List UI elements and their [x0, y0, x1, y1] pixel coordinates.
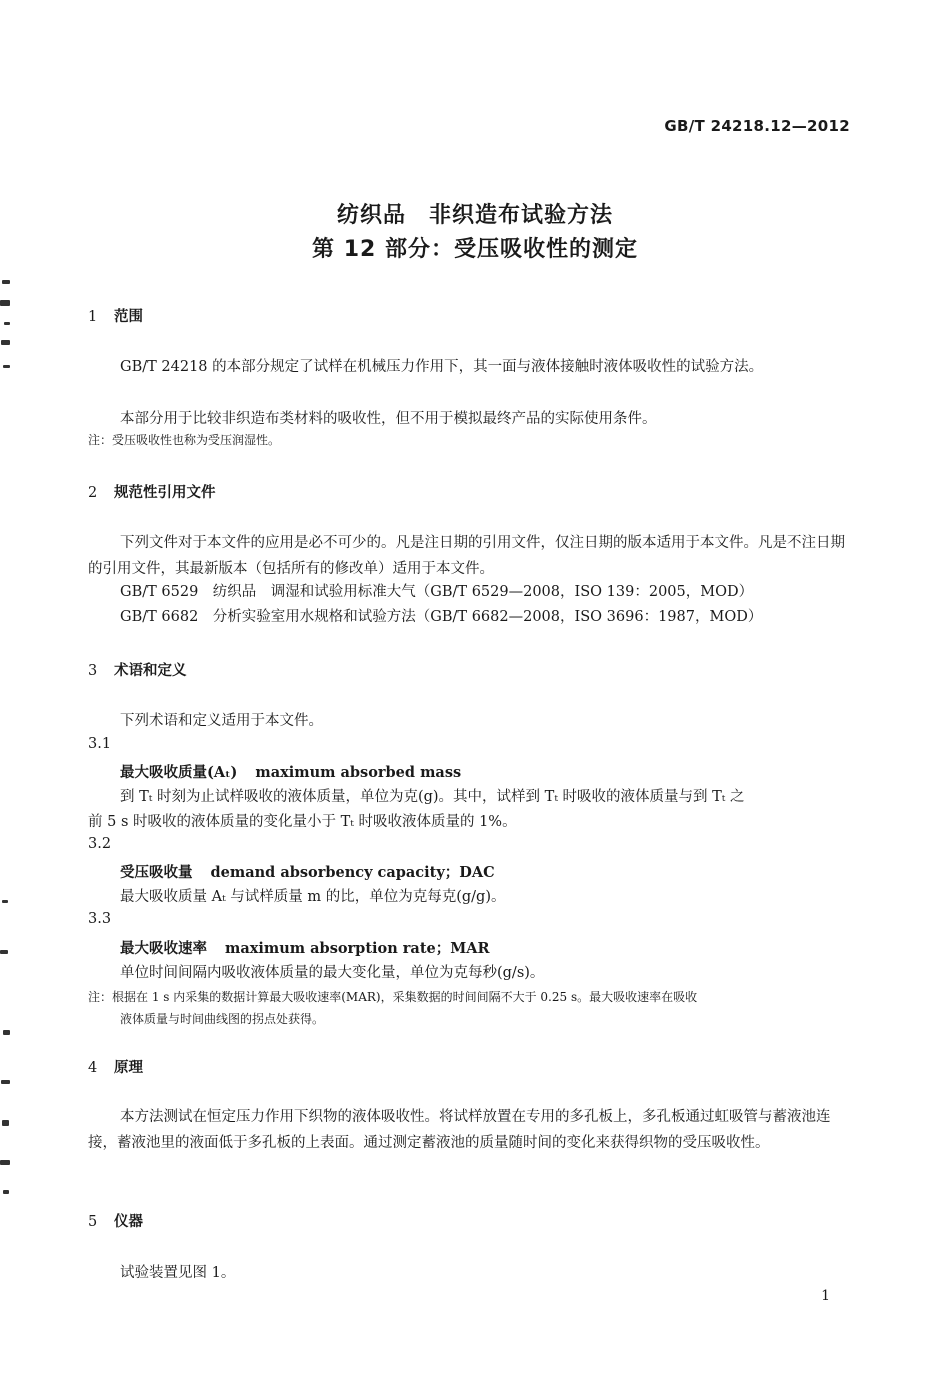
standard-code: GB/T 24218.12—2012	[664, 117, 850, 135]
scan-edge-noise	[0, 270, 12, 390]
principle-paragraph: 本方法测试在恒定压力作用下织物的液体吸收性。将试样放置在专用的多孔板上，多孔板通过虹吸管与蓄液池连接，蓄液池里的液面低于多孔板的上表面。通过测定蓄液池的质量随时间的变化来获得织物的受压吸收性。	[88, 1109, 831, 1151]
term-3-2: 受压吸收量 demand absorbency capacity；DAC	[120, 864, 495, 881]
reference-item: GB/T 6682 分析实验室用水规格和试验方法（GB/T 6682—2008，ISO 3696：1987，MOD）	[120, 609, 763, 625]
term-3-3-definition: 单位时间间隔内吸收液体质量的最大变化量，单位为克每秒(g/s)。	[120, 965, 545, 981]
term-3-2-definition: 最大吸收质量 Aₜ 与试样质量 m 的比，单位为克每克(g/g)。	[120, 889, 506, 905]
document-subtitle: 第 12 部分：受压吸收性的测定	[312, 237, 638, 262]
section-heading-4: 4 原理	[88, 1060, 143, 1076]
term-3-1-definition-cont: 前 5 s 时吸收的液体质量的变化量小于 Tₜ 时吸收液体质量的 1%。	[88, 814, 517, 830]
terms-intro: 下列术语和定义适用于本文件。	[120, 713, 323, 729]
scope-paragraph: GB/T 24218 的本部分规定了试样在机械压力作用下，其一面与液体接触时液体吸收性的试验方法。	[120, 359, 764, 375]
reference-item: GB/T 6529 纺织品 调湿和试验用标准大气（GB/T 6529—2008，ISO 139：2005，MOD）	[120, 584, 754, 600]
apparatus-paragraph: 试验装置见图 1。	[120, 1265, 236, 1281]
section-heading-2: 2 规范性引用文件	[88, 485, 216, 501]
section-heading-1: 1 范围	[88, 309, 143, 325]
section-heading-3: 3 术语和定义	[88, 663, 187, 679]
references-paragraph: 下列文件对于本文件的应用是必不可少的。凡是注日期的引用文件，仅注日期的版本适用于本文件。凡是不注日期的引用文件，其最新版本（包括所有的修改单）适用于本文件。	[88, 535, 845, 577]
scan-edge-noise	[0, 880, 12, 1210]
section-heading-5: 5 仪器	[88, 1214, 143, 1230]
term-3-3: 最大吸收速率 maximum absorption rate；MAR	[120, 940, 490, 957]
term-3-1-definition: 到 Tₜ 时刻为止试样吸收的液体质量，单位为克(g)。其中，试样到 Tₜ 时吸收的液体质量与到 Tₜ 之	[120, 789, 745, 805]
document-title: 纺织品 非织造布试验方法	[336, 203, 613, 228]
term-number-3-1: 3.1	[88, 736, 112, 752]
term-3-1: 最大吸收质量(Aₜ) maximum absorbed mass	[120, 764, 462, 781]
page-number: 1	[821, 1288, 830, 1304]
scope-paragraph-2: 本部分用于比较非织造布类材料的吸收性，但不用于模拟最终产品的实际使用条件。	[120, 411, 657, 427]
term-number-3-2: 3.2	[88, 836, 112, 852]
scope-note: 注：受压吸收性也称为受压润湿性。	[88, 433, 281, 447]
term-3-3-note: 注：根据在 1 s 内采集的数据计算最大吸收速率(MAR)，采集数据的时间间隔不大于 0.25 s。最大吸收速率在吸收 液体质量与时间曲线图的拐点处获得。	[88, 990, 698, 1026]
term-number-3-3: 3.3	[88, 911, 112, 927]
